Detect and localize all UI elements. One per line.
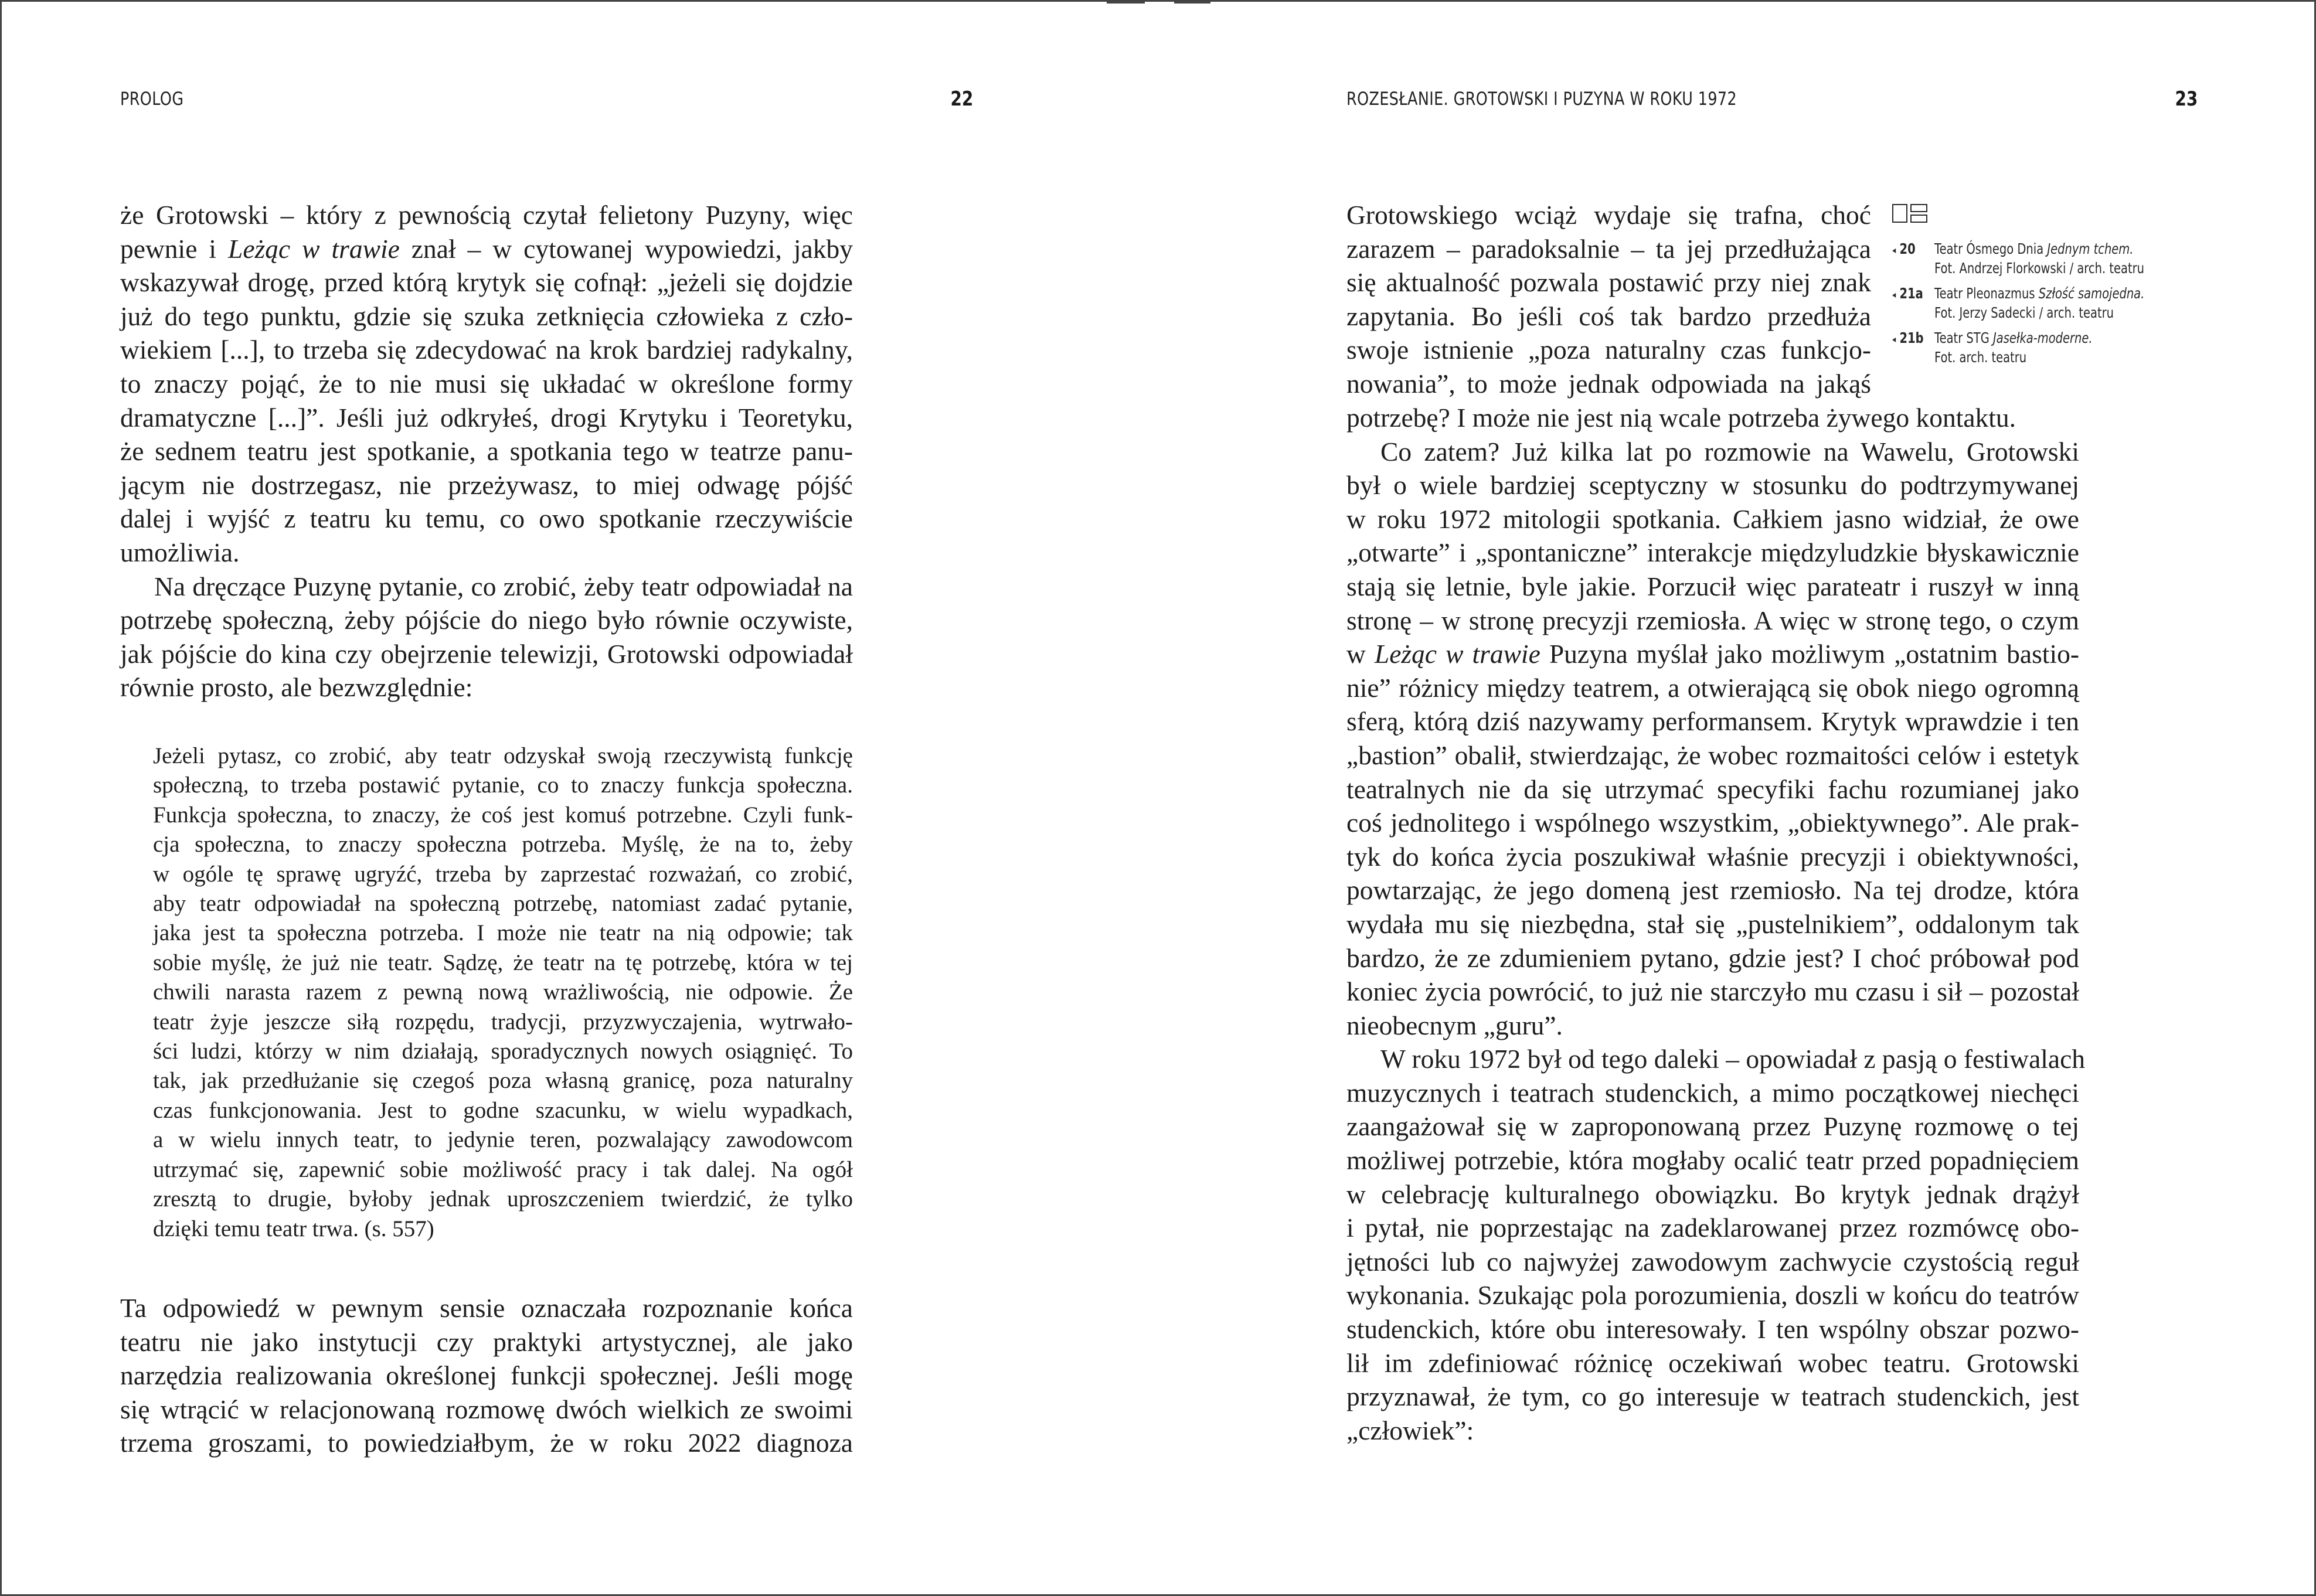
caption-work: Jednym tchem. xyxy=(2047,240,2134,257)
image-caption xyxy=(1892,284,2197,322)
text-line xyxy=(1346,1414,2079,1448)
text-line xyxy=(1346,941,2079,975)
text-line xyxy=(1346,570,2079,604)
text-segment: stronę – w stronę precyzji rzemiosła. A więc w stronę tego, o czym xyxy=(1346,605,2079,635)
text-line xyxy=(1346,907,2079,941)
text-line xyxy=(1346,333,1871,367)
text-segment: potrzebę? I może nie jest nią wcale potrzeba żywego kontaktu. xyxy=(1346,403,2016,433)
text-segment: wydała mu się niezbędna, stał się „pustelnikiem”, oddalonym tak xyxy=(1346,908,2079,939)
text-line xyxy=(120,671,853,705)
text-segment: Ta odpowiedź w pewnym sensie oznaczała rozpoznanie końca xyxy=(120,1293,853,1323)
text-segment: zapytania. Bo jeśli coś tak bardzo przedłuża xyxy=(1346,301,1871,331)
running-head: PROLOG xyxy=(120,89,184,110)
text-segment: pewnie i xyxy=(120,233,229,264)
caption-credit: Fot. arch. teatru xyxy=(1934,349,2027,366)
image-caption xyxy=(1892,239,2197,278)
caption-text xyxy=(1934,284,2144,322)
page-number: 22 xyxy=(950,87,973,111)
caption-credit: Fot. Andrzej Florkowski / arch. teatru xyxy=(1934,260,2144,277)
quote-line: teatr żyje jeszcze siłą rozpędu, tradycji, przyzwyczajenia, wytrwało- xyxy=(153,1009,853,1034)
quote-line: społeczną, to trzeba postawić pytanie, co to znaczy funkcja społeczna. xyxy=(153,773,853,798)
text-line xyxy=(120,1291,853,1325)
text-line xyxy=(1346,1380,2079,1414)
quote-line: w ogóle tę sprawę ugryźć, trzeba by zaprzestać rozważań, co zrobić, xyxy=(153,861,853,887)
quote-line: aby teatr odpowiadał na społeczną potrzebę, natomiast zadać pytanie, xyxy=(153,891,853,917)
text-line xyxy=(1346,975,2079,1009)
text-segment: że sednem teatru jest spotkanie, a spotkania tego w teatrze panu- xyxy=(120,436,853,467)
text-line xyxy=(120,434,853,468)
text-line xyxy=(1346,1346,2079,1380)
text-line xyxy=(1346,468,2079,502)
body-text xyxy=(120,1291,853,1460)
text-line xyxy=(1346,840,2079,874)
quote-line: a w wielu innych teatr, to jedynie teren, pozwalający zawodowcom xyxy=(153,1127,853,1153)
text-line xyxy=(120,637,853,671)
text-segment: wiekiem [...], to trzeba się zdecydować na krok bardziej radykalny, xyxy=(120,335,853,365)
caption-title: Teatr STG xyxy=(1934,329,1994,346)
text-segment: lił im zdefiniować różnicę oczekiwań wobec teatru. Grotowski xyxy=(1346,1347,2079,1378)
text-segment: nowania”, to może jednak odpowiada na jakąś xyxy=(1346,368,1871,399)
text-line xyxy=(1346,806,2079,840)
text-line xyxy=(1346,1211,2079,1245)
caption-title: Teatr Pleonazmus xyxy=(1934,285,2039,302)
text-line xyxy=(120,502,853,536)
text-segment: trzema groszami, to powiedziałbym, że w roku 2022 diagnoza xyxy=(120,1428,853,1458)
quote-line: Jeżeli pytasz, co zrobić, aby teatr odzyskał swoją rzeczywistą funkcję xyxy=(153,743,853,768)
text-segment: bardzo, że ze zdumieniem pytano, gdzie jest? I choć próbował pod xyxy=(1346,942,2079,973)
text-segment: wskazywał drogę, przed którą krytyk się cofnął: „jeżeli się dojdzie xyxy=(120,267,853,298)
text-segment: to znaczy pojąć, że to nie musi się układać w określone formy xyxy=(120,368,853,399)
text-line xyxy=(120,232,853,266)
text-segment: tyk do końca życia poszukiwał właśnie precyzji i obiektywności, xyxy=(1346,841,2079,872)
text-line xyxy=(1346,773,2079,806)
text-segment: jak pójście do kina czy obejrzenie telewizji, Grotowski odpowiadał xyxy=(120,638,853,669)
quote-line: chwili narasta razem z pewną nową wrażliwością, nie odpowie. Że xyxy=(153,979,853,1005)
text-segment: przyznawał, że tym, co go interesuje w teatrach studenckich, jest xyxy=(1346,1381,2079,1412)
text-line xyxy=(120,367,853,401)
body-text xyxy=(1346,401,2086,1447)
arrow-left-icon: ◂ xyxy=(1892,244,1896,256)
image-captions xyxy=(1892,204,2197,373)
caption-work: Jasełka-moderne. xyxy=(1993,329,2093,346)
quote-line: utrzymać się, zapewnić sobie możliwość pracy i tak dalej. Na ogół xyxy=(153,1156,853,1182)
figure-ref xyxy=(1892,239,1925,278)
caption-title: Teatr Ósmego Dnia xyxy=(1934,240,2048,257)
text-segment: w celebrację kulturalnego obowiązku. Bo krytyk jednak drążył xyxy=(1346,1179,2079,1209)
caption-credit: Fot. Jerzy Sadecki / arch. teatru xyxy=(1934,304,2114,321)
text-line xyxy=(1346,1076,2079,1110)
text-segment: się aktualność pozwala postawić przy niej znak xyxy=(1346,267,1871,298)
text-segment: „otwarte” i „spontaniczne” interakcje międzyludzkie błyskawicznie xyxy=(1346,537,2079,568)
text-line xyxy=(1346,1278,2079,1312)
text-segment: już do tego punktu, gdzie się szuka zetknięcia człowieka z czło- xyxy=(120,301,853,331)
text-line xyxy=(1346,1009,2079,1043)
caption-work: Szłość samojedna. xyxy=(2038,285,2145,302)
text-segment: zarazem – paradoksalnie – ta jej przedłużająca xyxy=(1346,233,1871,264)
text-segment: równie prosto, ale bezwzględnie: xyxy=(120,672,473,703)
text-segment: muzycznych i teatrach studenckich, a mimo początkowej niechęci xyxy=(1346,1077,2079,1108)
text-segment: Na dręczące Puzynę pytanie, co zrobić, żeby teatr odpowiadał na xyxy=(154,571,853,601)
text-segment: swoje istnienie „poza naturalny czas funkcjo- xyxy=(1346,335,1871,365)
text-line xyxy=(1346,1178,2079,1212)
text-line xyxy=(120,401,853,435)
quote-line: dzięki temu teatr trwa. (s. 557) xyxy=(153,1216,434,1241)
text-line xyxy=(120,266,853,300)
text-segment: w roku 1972 mitologii spotkania. Całkiem jasno widział, że owe xyxy=(1346,503,2079,534)
arrow-left-icon: ◂ xyxy=(1892,289,1896,300)
text-line xyxy=(1346,873,2079,907)
text-segment: koniec życia powrócić, to już nie starczyło mu czasu i sił – pozostał xyxy=(1346,976,2079,1007)
text-segment: jętności lub co najwyżej zawodowym zachwycie czystością reguł xyxy=(1346,1246,2079,1277)
text-line xyxy=(1346,1110,2079,1144)
figure-number: 21a xyxy=(1899,285,1923,302)
text-segment: umożliwia. xyxy=(120,537,240,567)
caption-text xyxy=(1934,328,2093,367)
quote-line: tak, jak przedłużanie się czegoś poza własną granicę, poza naturalny xyxy=(153,1068,853,1094)
text-line xyxy=(1346,637,2079,671)
figure-number: 21b xyxy=(1899,329,1924,346)
text-segment: studenckich, które obu interesowały. I ten wspólny obszar pozwo- xyxy=(1346,1314,2079,1345)
quote-line: czas funkcjonowania. Jest to godne szacunku, w wielu wypadkach, xyxy=(153,1097,853,1123)
text-segment: w xyxy=(1346,639,1375,669)
image-caption xyxy=(1892,328,2197,367)
text-line xyxy=(1346,1245,2079,1279)
text-segment: dalej i wyjść z teatru ku temu, co owo spotkanie rzeczywiście xyxy=(120,503,853,534)
text-line xyxy=(1346,705,2079,739)
text-line xyxy=(1346,502,2079,536)
text-line xyxy=(120,603,853,637)
text-segment: sferą, którą dziś nazywamy performansem. Krytyk wprawdzie i ten xyxy=(1346,706,2079,737)
text-line xyxy=(1346,1144,2079,1178)
text-line xyxy=(1346,435,2079,469)
quote-line: cja społeczna, to znaczy społeczna potrzeba. Myślę, że na to, żeby xyxy=(153,832,853,857)
text-segment: nieobecnym „guru”. xyxy=(1346,1010,1563,1040)
quote-line: sobie myślę, że już nie teatr. Sądzę, że teatr na tę potrzebę, która w tej xyxy=(153,950,853,975)
text-segment: stają się letnie, byle jakie. Porzucił więc parateatr i ruszył w inną xyxy=(1346,571,2079,601)
figure-ref xyxy=(1892,328,1925,367)
text-segment: powtarzając, że jego domeną jest rzemiosło. Na tej drodze, która xyxy=(1346,875,2079,906)
block-quote xyxy=(153,741,853,1244)
text-line xyxy=(120,468,853,502)
text-segment: wykonania. Szukając pola porozumienia, doszli w końcu do teatrów xyxy=(1346,1280,2079,1311)
text-segment: że Grotowski – który z pewnością czytał felietony Puzyny, więc xyxy=(120,200,853,230)
italic-title: Leżąc w trawie xyxy=(228,233,400,264)
text-line xyxy=(1346,266,1871,300)
text-line xyxy=(1346,671,2079,705)
text-line xyxy=(1346,536,2079,570)
quote-line: zresztą to drugie, byłoby jednak uproszczeniem twierdzić, że tylko xyxy=(153,1186,853,1212)
text-line xyxy=(120,198,853,232)
figure-number: 20 xyxy=(1899,240,1916,257)
text-segment: zaangażował się w zaproponowaną przez Puzynę rozmowę o tej xyxy=(1346,1111,2079,1142)
arrow-left-icon: ◂ xyxy=(1892,334,1896,345)
text-line xyxy=(120,1359,853,1393)
body-text-narrow xyxy=(1346,198,1871,401)
text-line xyxy=(1346,232,1871,266)
text-segment: coś jednolitego i wspólnego wszystkim, „obiektywnego”. Ale prak- xyxy=(1346,808,2079,838)
running-head: ROZESŁANIE. GROTOWSKI I PUZYNA W ROKU 1972 xyxy=(1346,89,1737,110)
italic-title: Leżąc w trawie xyxy=(1374,639,1540,669)
text-line xyxy=(1346,198,1871,232)
text-segment: „człowiek”: xyxy=(1346,1415,1474,1445)
left-page xyxy=(2,2,1159,1596)
text-line xyxy=(1346,300,1871,334)
quote-line: jaka jest ta społeczna potrzeba. I może nie teatr na nią odpowie; tak xyxy=(153,920,853,946)
text-segment: W roku 1972 był od tego daleki – opowiadał z pasją o festiwalach xyxy=(1380,1044,2086,1074)
text-segment: teatralnych nie da się utrzymać specyfiki fachu rozumianej jako xyxy=(1346,774,2079,804)
page-number: 23 xyxy=(2175,87,2198,111)
text-segment: narzędzia realizowania określonej funkcji społecznej. Jeśli mogę xyxy=(120,1360,853,1391)
text-segment: „bastion” obalił, stwierdzając, że wobec rozmaitości celów i estetyk xyxy=(1346,740,2079,770)
text-segment: był o wiele bardziej sceptyczny w stosunku do podtrzymywanej xyxy=(1346,470,2079,501)
quote-line: Funkcja społeczna, to znaczy, że coś jest komuś potrzebne. Czyli funk- xyxy=(153,802,853,828)
text-line xyxy=(1346,1042,2086,1076)
text-segment: znał – w cytowanej wypowiedzi, jakby xyxy=(399,233,853,264)
text-line xyxy=(1346,401,2079,435)
text-segment: i pytał, nie poprzestając na zadeklarowanej przez rozmówcę obo- xyxy=(1346,1213,2079,1243)
body-text xyxy=(120,198,853,705)
text-line xyxy=(1346,367,1871,401)
text-segment: Co zatem? Już kilka lat po rozmowie na Wawelu, Grotowski xyxy=(1380,436,2079,467)
text-line xyxy=(1346,739,2079,773)
text-segment: Grotowskiego wciąż wydaje się trafna, choć xyxy=(1346,200,1871,230)
text-line xyxy=(120,570,853,604)
text-line xyxy=(120,333,853,367)
text-line xyxy=(1346,1312,2079,1346)
text-segment: Puzyna myślał jako możliwym „ostatnim bastio- xyxy=(1540,639,2079,669)
figure-ref xyxy=(1892,284,1925,322)
text-line xyxy=(1346,604,2079,638)
text-line xyxy=(120,536,853,570)
text-line xyxy=(120,300,853,334)
text-segment: jącym nie dostrzegasz, nie przeżywasz, to miej odwagę pójść xyxy=(120,469,853,500)
text-line xyxy=(120,1393,853,1427)
text-segment: się wtrącić w relacjonowaną rozmowę dwóch wielkich ze swoimi xyxy=(120,1394,853,1424)
text-line xyxy=(120,1325,853,1359)
text-segment: potrzebę społeczną, żeby pójście do niego było równie oczywiste, xyxy=(120,605,853,635)
quote-line: ści ludzi, którzy w nim działają, sporadycznych nowych osiągnięć. To xyxy=(153,1039,853,1064)
text-segment: nie” różnicy między teatrem, a otwierającą się obok niego ogromną xyxy=(1346,672,2079,703)
image-layout-icon xyxy=(1892,204,2197,223)
text-segment: możliwej potrzebie, która mogłaby ocalić teatr przed popadnięciem xyxy=(1346,1145,2079,1176)
text-line xyxy=(120,1426,853,1460)
text-segment: teatru nie jako instytucji czy praktyki artystycznej, ale jako xyxy=(120,1326,853,1357)
text-segment: dramatyczne [...]”. Jeśli już odkryłeś, drogi Krytyku i Teoretyku, xyxy=(120,402,853,433)
caption-text xyxy=(1934,239,2144,278)
